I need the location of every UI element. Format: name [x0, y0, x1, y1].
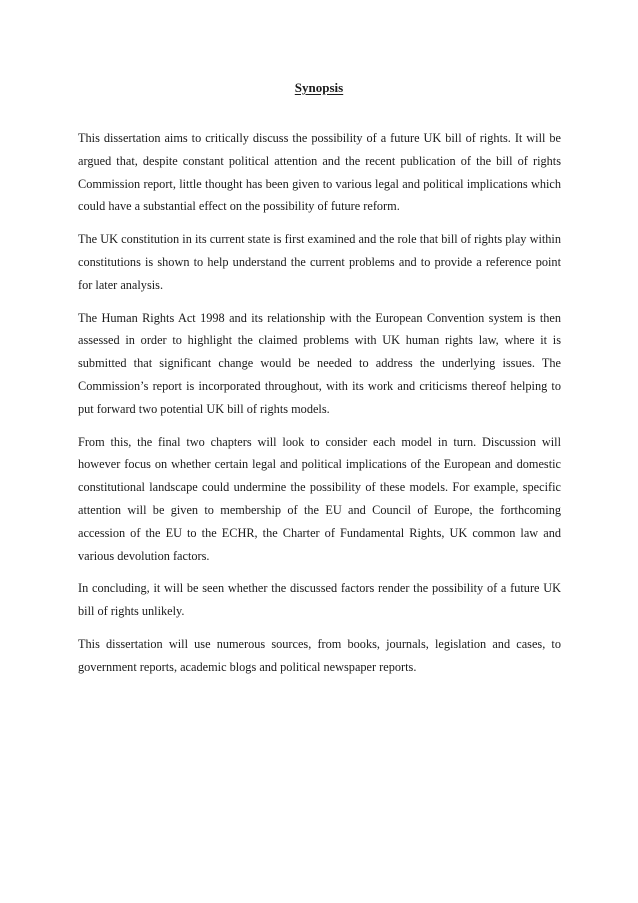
paragraph: The UK constitution in its current state is first examined and the role that bill of rights play within constitutions is shown to help understand the current problems and to provide a reference point for later analysis.	[78, 232, 561, 292]
paragraph: The Human Rights Act 1998 and its relationship with the European Convention system is then assessed in order to highlight the claimed problems with UK human rights law, where it is submitted that significant change would be needed to address the underlying issues. The Commission’s report is incorporated throughout, with its work and criticisms thereof helping to put forward two potential UK bill of rights models.	[78, 310, 561, 416]
paragraph: This dissertation aims to critically discuss the possibility of a future UK bill of rights. It will be argued that, despite constant political attention and the recent publication of the bill of rights Commission report, little thought has been given to various legal and political implications which could have a substantial effect on the possibility of future reform.	[78, 131, 561, 214]
paragraph: From this, the final two chapters will look to consider each model in turn. Discussion will however focus on whether certain legal and political implications of the European and domestic constitutional landscape could undermine the possibility of these models. For example, specific attention will be given to membership of the EU and Council of Europe, the forthcoming accession of the EU to the ECHR, the Charter of Fundamental Rights, UK common law and various devolution factors.	[78, 434, 561, 563]
paragraph: This dissertation will use numerous sources, from books, journals, legislation and cases, to government reports, academic blogs and political newspaper reports.	[78, 636, 561, 674]
synopsis-body	[78, 127, 561, 689]
page-title: Synopsis	[294, 80, 344, 95]
paragraph: In concluding, it will be seen whether the discussed factors render the possibility of a future UK bill of rights unlikely.	[78, 581, 561, 619]
